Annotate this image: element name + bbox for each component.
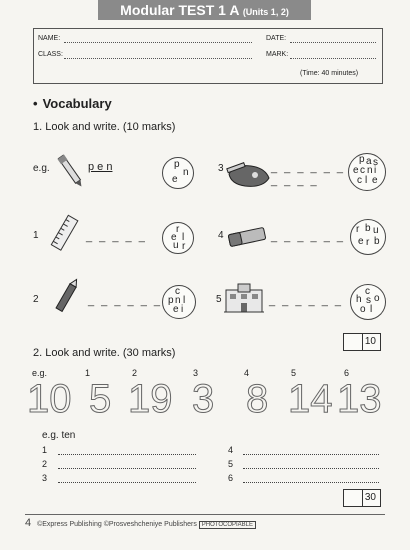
letter: i [374,165,377,176]
letter: u [373,225,379,236]
outline-number-5: 14 [288,377,333,421]
caption-1: 1 [85,368,91,378]
letter: o [360,304,366,315]
item-number-1: 1 [33,230,39,241]
line-number-1: 1 [42,445,48,455]
page-number: 4 [25,517,32,529]
letter: s [366,295,371,306]
vocabulary-heading [33,96,112,111]
score-input-cell[interactable] [344,334,363,350]
letter: n [183,167,189,178]
letter: c [365,286,370,297]
publisher-express: ©Express Publishing [37,521,102,528]
line-number-3: 3 [42,473,48,483]
class-label: CLASS: [38,51,63,58]
letter: p [359,154,365,165]
caption-example: e.g. [32,368,48,378]
letter: l [183,295,186,306]
outline-number-3: 3 [192,377,215,421]
section2-max-score: 30 [364,492,376,503]
line-number-5: 5 [228,459,234,469]
letter-circle-1 [162,222,194,254]
letter: c [175,286,180,297]
letter: u [173,240,179,251]
answer-blank-5[interactable]: _ _ _ _ _ _ [269,295,343,307]
letter: r [366,237,370,248]
section2-score-box [343,489,381,507]
time-note: (Time: 40 minutes) [300,70,359,77]
letter: o [374,293,380,304]
line-number-4: 4 [228,445,234,455]
vocabulary-heading-text: Vocabulary [42,96,112,111]
answer-line-1[interactable] [58,454,196,455]
name-label: NAME: [38,35,61,42]
student-info-box [33,28,383,84]
mark-field[interactable] [290,58,376,59]
section1-score-box [343,333,381,351]
mark-label: MARK: [266,51,289,58]
letter: r [176,224,180,235]
rubber-picture [226,227,268,247]
score-input-cell[interactable] [344,490,363,506]
footer-rule [25,514,385,515]
answer-blank-2[interactable]: _ _ _ _ _ _ [88,295,162,307]
letter-circle-2 [162,285,196,319]
letter: e [173,304,179,315]
section2-example: e.g. ten [42,430,76,441]
letter: b [365,223,371,234]
caption-4: 4 [244,368,250,378]
letter-circle-example [162,157,194,189]
answer-line-4[interactable] [243,454,379,455]
bullet-icon: • [33,96,38,111]
test-title: Modular TEST 1 A [120,2,239,18]
class-field[interactable] [64,58,252,59]
school-picture [224,282,264,314]
section1-max-score: 10 [364,336,376,347]
letter: p [174,159,180,170]
answer-line-6[interactable] [243,482,379,483]
answer-blank-1[interactable]: _ _ _ _ _ [86,231,147,243]
pencil-picture [50,272,84,322]
date-field[interactable] [290,42,376,43]
answer-line-3[interactable] [58,482,196,483]
item-number-3: 3 [218,163,224,174]
letter: i [181,304,184,315]
letter: e [372,175,378,186]
photocopiable-badge: PHOTOCOPIABLE [199,521,256,529]
example-answer: p e n [88,161,113,173]
letter: n [175,295,181,306]
letter-circle-5 [350,284,386,320]
letter: r [356,224,360,235]
outline-number-6: 13 [337,377,382,421]
answer-blank-4[interactable]: _ _ _ _ _ _ [271,231,345,243]
publisher-prosveshcheniye: ©Prosveshcheniye Publishers [103,521,197,528]
letter: r [182,241,186,252]
item-number-5: 5 [216,294,222,305]
answer-blank-3a[interactable]: _ _ _ _ _ _ [271,162,345,174]
caption-6: 6 [344,368,350,378]
answer-blank-3b[interactable]: _ _ _ _ [271,175,319,187]
item-number-2: 2 [33,294,39,305]
letter: l [370,304,373,315]
pencil-case-picture [225,160,271,192]
letter: a [366,156,372,167]
test-units: (Units 1, 2) [242,7,289,17]
section1-title: 1. Look and write. (10 marks) [33,121,176,133]
caption-3: 3 [193,368,199,378]
letter: e [171,232,177,243]
outline-number-2: 19 [128,377,173,421]
letter: l [182,232,185,243]
letter: e [172,174,178,185]
letter: e [358,236,364,247]
line-number-2: 2 [42,459,48,469]
pen-picture [50,145,86,193]
footer [25,517,256,529]
outline-number-1: 5 [89,377,112,421]
caption-5: 5 [291,368,297,378]
outline-number-example: 10 [27,377,72,421]
ruler-picture [48,213,82,253]
letter: c [357,175,362,186]
item-number-4: 4 [218,230,224,241]
outline-number-4: 8 [246,377,269,421]
letter: b [374,236,380,247]
caption-2: 2 [132,368,138,378]
letter: p [168,295,174,306]
letter-circle-4 [350,219,386,255]
letter: s [373,157,378,168]
answer-line-5[interactable] [243,468,379,469]
name-field[interactable] [64,42,252,43]
line-number-6: 6 [228,473,234,483]
letter: h [356,294,362,305]
letter: e [353,165,359,176]
answer-line-2[interactable] [58,468,196,469]
test-title-banner [98,0,311,20]
example-label: e.g. [33,163,50,174]
section2-title: 2. Look and write. (30 marks) [33,347,176,359]
letter: l [365,175,368,186]
date-label: DATE: [266,35,287,42]
letter: n [367,165,373,176]
letter-circle-3 [348,153,386,191]
letter: c [360,165,365,176]
